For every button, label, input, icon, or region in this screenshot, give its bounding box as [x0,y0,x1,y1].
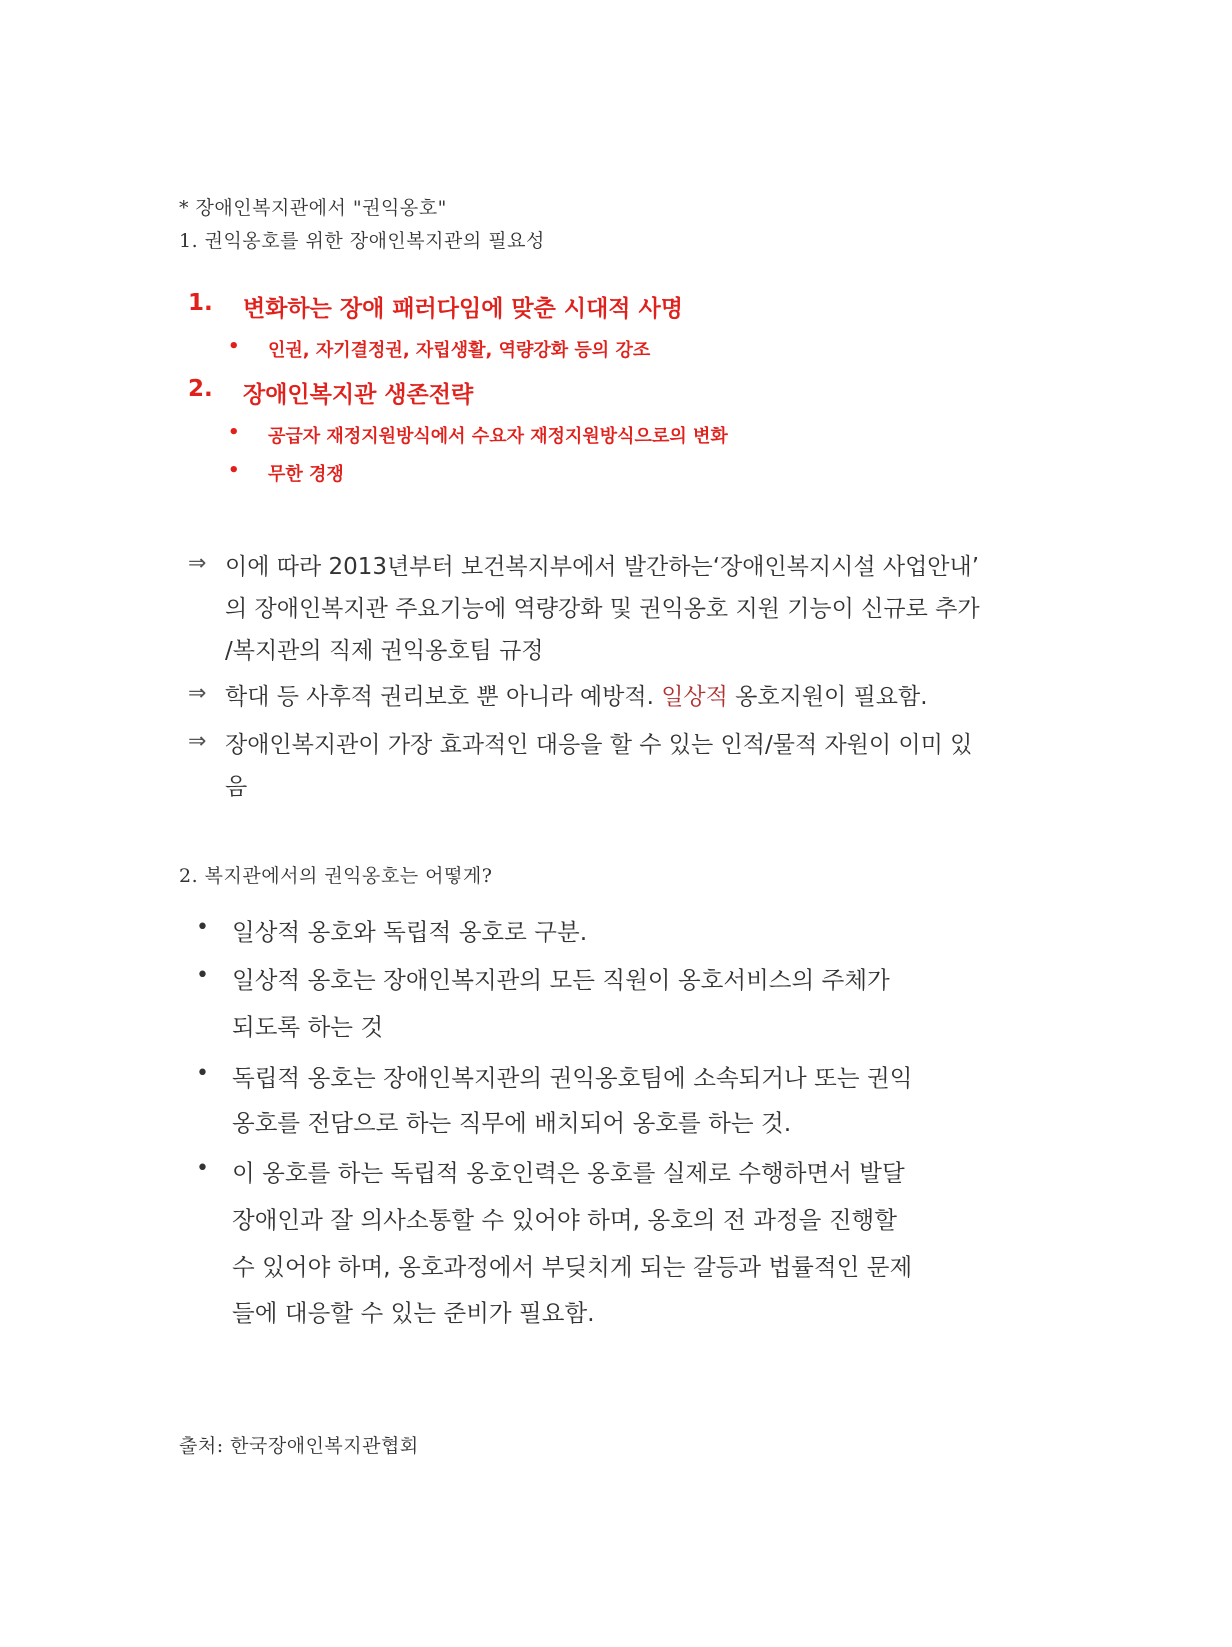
red-bullet-dot: • [228,336,240,357]
bullet-line: 수 있어야 하며, 옹호과정에서 부딪치게 되는 갈등과 법률적인 문제 [232,1253,913,1281]
arrow-paragraph-line: /복지관의 직제 권익옹호팀 규정 [225,638,544,664]
arrow-paragraph-line: 이에 따라 2013년부터 보건복지부에서 발간하는‘장애인복지시설 사업안내’ [225,554,980,580]
bullet-line: 독립적 옹호는 장애인복지관의 권익옹호팀에 소속되거나 또는 권익 [232,1064,913,1092]
bullet-dot: • [196,1061,209,1086]
red-item-number: 1. [188,290,213,316]
red-item-title: 장애인복지관 생존전략 [243,382,474,408]
bullet-dot: • [196,915,209,940]
bullet-line: 일상적 옹호와 독립적 옹호로 구분. [232,918,588,946]
bullet-dot: • [196,1156,209,1181]
arrow-paragraph-line: 학대 등 사후적 권리보호 뿐 아니라 예방적. 일상적 옹호지원이 필요함. [225,684,928,710]
bullet-dot: • [196,963,209,988]
source-credit: 출처: 한국장애인복지관협회 [179,1435,419,1457]
bullet-line: 되도록 하는 것 [232,1013,384,1041]
red-bullet-dot: • [228,460,240,481]
arrow-icon: ⇒ [188,729,207,754]
arrow-paragraph-line: 의 장애인복지관 주요기능에 역량강화 및 권익옹호 지원 기능이 신규로 추가 [225,596,980,622]
highlight-text: 일상적 [661,684,728,710]
red-sub-item: 무한 경쟁 [268,464,344,485]
arrow-icon: ⇒ [188,681,207,706]
red-sub-item: 공급자 재정지원방식에서 수요자 재정지원방식으로의 변화 [268,426,728,447]
arrow-icon: ⇒ [188,551,207,576]
bullet-line: 들에 대응할 수 있는 준비가 필요함. [232,1299,595,1327]
arrow-paragraph-line: 장애인복지관이 가장 효과적인 대응을 할 수 있는 인적/물적 자원이 이미 있 [225,732,973,758]
bullet-line: 이 옹호를 하는 독립적 옹호인력은 옹호를 실제로 수행하면서 발달 [232,1159,905,1187]
bullet-line: 옹호를 전담으로 하는 직무에 배치되어 옹호를 하는 것. [232,1109,792,1137]
bullet-line: 장애인과 잘 의사소통할 수 있어야 하며, 옹호의 전 과정을 진행할 [232,1206,897,1234]
section2-heading: 2. 복지관에서의 권익옹호는 어떻게? [179,865,493,887]
red-sub-item: 인권, 자기결정권, 자립생활, 역량강화 등의 강조 [268,340,651,361]
doc-title: * 장애인복지관에서 "권익옹호" [179,197,447,219]
red-item-title: 변화하는 장애 패러다임에 맞춘 시대적 사명 [243,296,683,322]
red-bullet-dot: • [228,422,240,443]
arrow-paragraph-line: 음 [225,774,248,800]
bullet-line: 일상적 옹호는 장애인복지관의 모든 직원이 옹호서비스의 주체가 [232,966,890,994]
section1-heading: 1. 권익옹호를 위한 장애인복지관의 필요성 [179,230,545,252]
red-item-number: 2. [188,376,213,402]
